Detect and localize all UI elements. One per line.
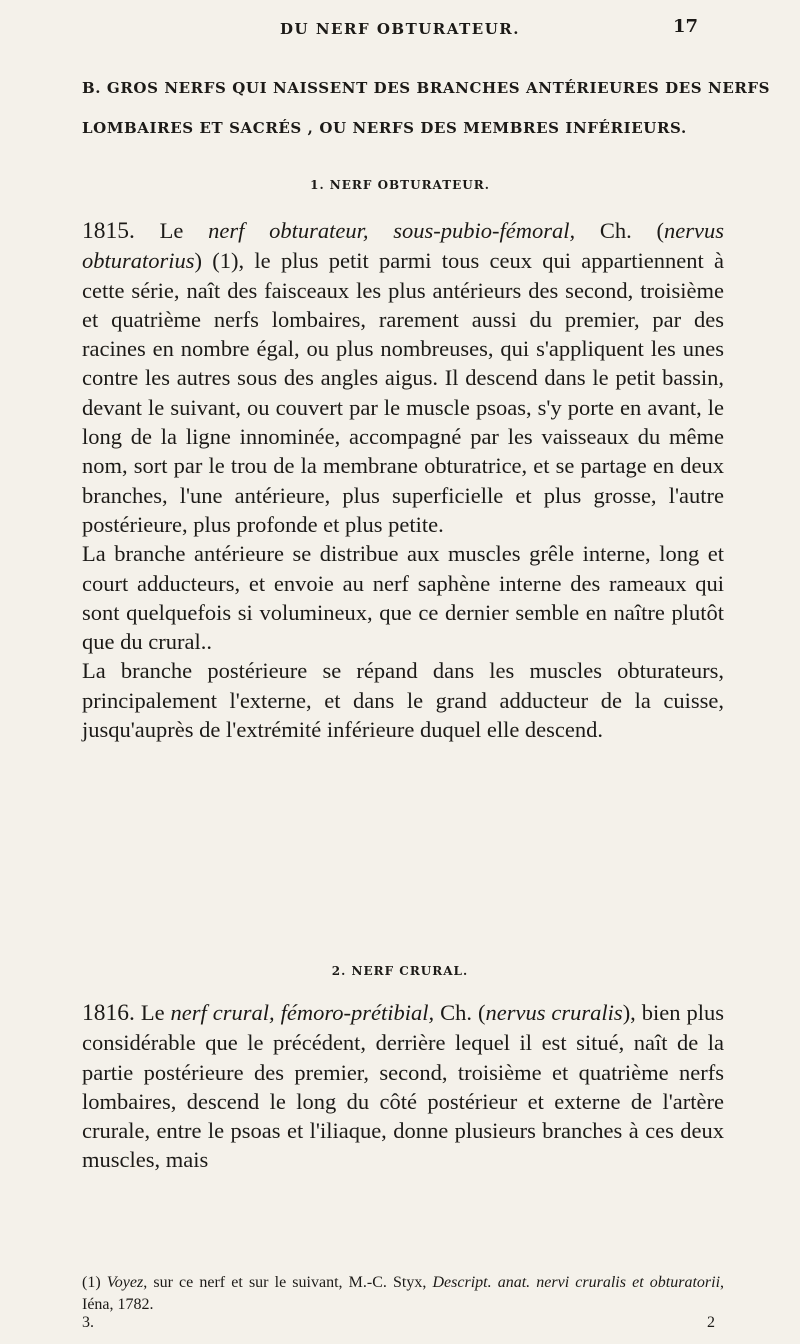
text-run: ) (1), le plus petit parmi tous ceux qui appartiennent à cette série, naît des faisceaux les plus antérieurs des second, troisième et quatrième nerfs lombaires, rarement aussi du premier, par des racines en nombre égal, ou plus nombreuses, qui s'appliquent les unes contre les autres sous des angles aigus. Il descend dans le petit bassin, devant le suivant, ou couvert par le muscle psoas, s'y porte en avant, le long de la ligne innominée, accompagné par les vaisseaux du même nom, sort par le trou de la membrane obturatrice, et se partage en deux branches, l'une antérieure, plus superficielle et plus grosse, l'autre postérieure, plus profonde et plus petite. xyxy=(82,248,724,537)
footnote-text: , Iéna, 1782. xyxy=(82,1274,725,1313)
paragraph-branche-anterieure: La branche antérieure se distribue aux muscles grêle interne, long et court adducteurs, et envoie au nerf saphène interne des rameaux qui sont quelquefois si volumineux, que ce dernier semble en naître plutôt que du crural.. xyxy=(82,541,724,655)
page-number: 17 xyxy=(672,16,698,37)
text-run: Le xyxy=(134,218,209,243)
footnote-text: , sur ce nerf et sur le suivant, M.-C. Styx, xyxy=(143,1274,433,1291)
signature-mark-right: 2 xyxy=(707,1314,715,1331)
paragraph-1815 xyxy=(82,216,724,539)
subsection-body-obturateur xyxy=(82,216,724,744)
subsection-heading-obturateur: 1. NERF OBTURATEUR. xyxy=(310,178,490,192)
signature-mark: 3. xyxy=(82,1314,94,1331)
subsection-body-crural xyxy=(82,998,724,1175)
term-latin: nervus cruralis xyxy=(485,1000,623,1025)
footnote-marker: (1) xyxy=(82,1274,107,1291)
paragraph-branche-posterieure: La branche postérieure se répand dans les muscles obturateurs, principalement l'externe, et dans le grand adducteur de la cuisse, jusqu'auprès de l'extrémité inférieure duquel elle descend. xyxy=(82,658,724,743)
term-french: nerf obturateur, sous-pubio-fémoral, xyxy=(208,218,576,243)
paragraph-number: 1816. xyxy=(82,1000,135,1026)
text-run: Ch. ( xyxy=(575,218,665,243)
footnote-cited-title: Descript. anat. nervi cruralis et obturatorii xyxy=(432,1274,721,1291)
term-latin: nervus obturatorius xyxy=(82,218,725,274)
footnote xyxy=(82,1272,724,1316)
section-title xyxy=(82,68,771,148)
paragraph-1816 xyxy=(82,998,724,1175)
section-title-line-2: LOMBAIRES ET SACRÉS , OU NERFS DES MEMBRES INFÉRIEURS. xyxy=(82,119,687,137)
text-run: Le xyxy=(134,1000,171,1025)
subsection-heading-crural: 2. NERF CRURAL. xyxy=(331,964,469,978)
footnote-voyez: Voyez xyxy=(106,1274,144,1291)
section-title-line-1: B. GROS NERFS QUI NAISSENT DES BRANCHES ANTÉRIEURES DES NERFS xyxy=(82,79,771,97)
running-head: DU NERF OBTURATEUR. xyxy=(280,20,520,38)
text-run: Ch. ( xyxy=(434,1000,486,1025)
term-french: nerf crural, fémoro-prétibial, xyxy=(170,1000,435,1025)
text-run: ), bien plus considérable que le précédent, derrière lequel il est situé, naît de la partie postérieure des premier, second, troisième et quatrième nerfs lombaires, descend le long du côté postérieur et externe de l'artère crurale, entre le psoas et l'iliaque, donne plusieurs branches à ces deux muscles, mais xyxy=(82,1000,724,1173)
paragraph-number: 1815. xyxy=(82,218,135,244)
